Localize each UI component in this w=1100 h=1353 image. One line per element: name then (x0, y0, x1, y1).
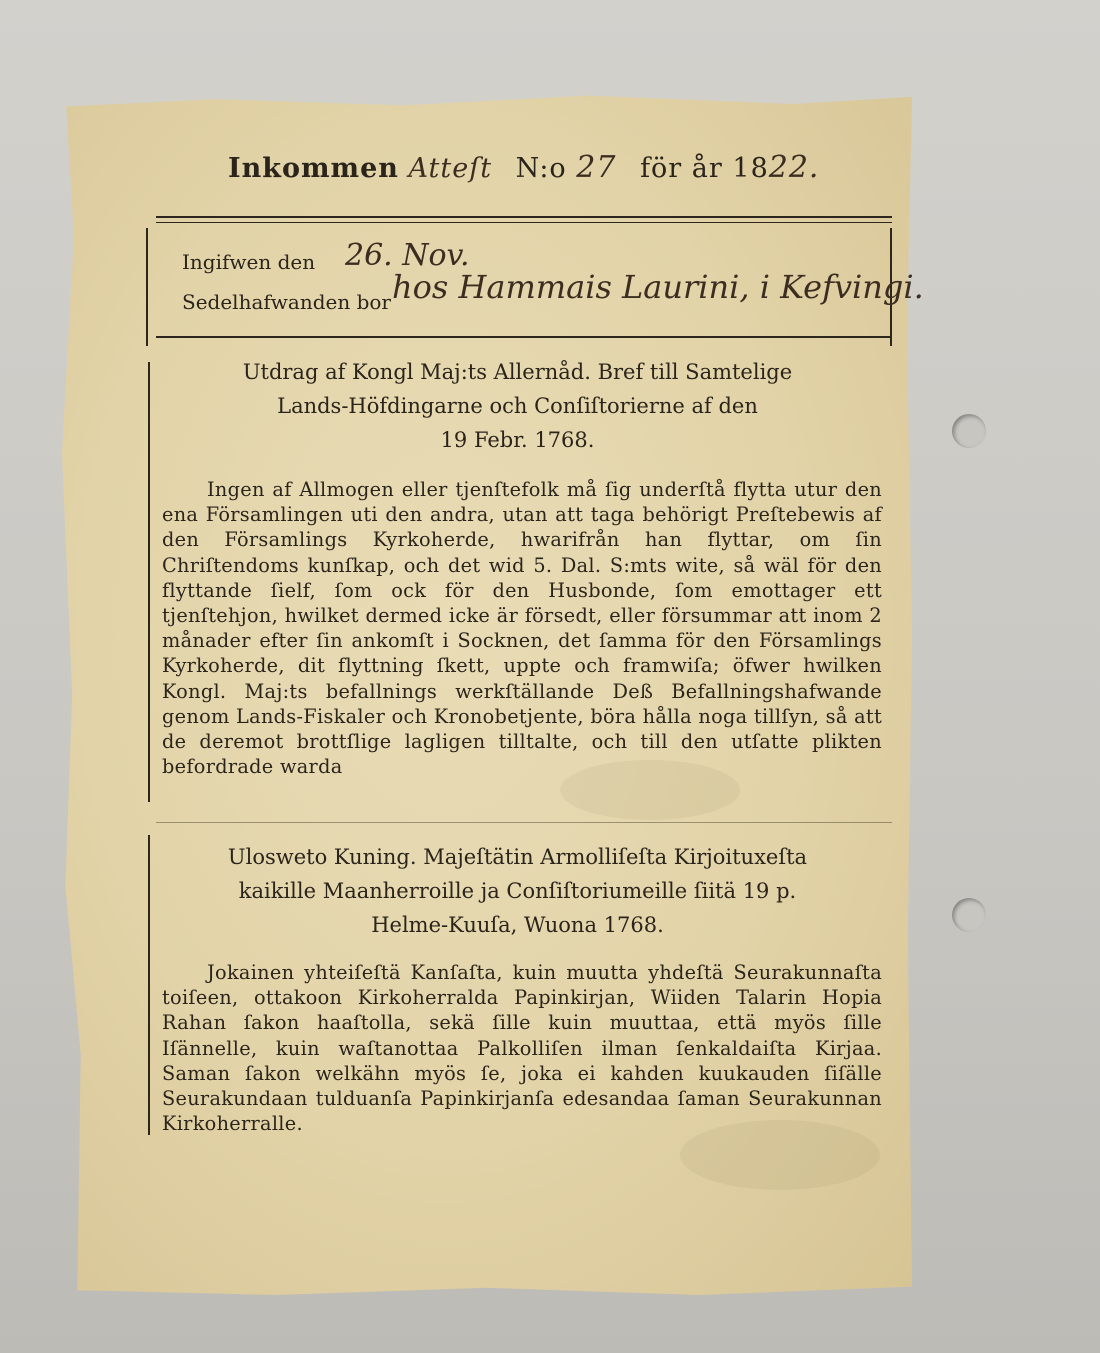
sedel-value: hos Hammais Laurini, i Kefvingi. (392, 268, 924, 306)
punch-hole-top (952, 414, 986, 448)
punch-hole-bottom (952, 898, 986, 932)
finnish-body: Jokainen yhteiſeſtä Kanſaſta, kuin muutta yhdeſtä Seurakunnaſta toiſeen, ottakoon Kirkoherralda Papinkirjan, Wiiden Talarin Hopia Rahan ſakon haaſtolla, sekä ſille kuin muuttaa, että myös ſille Iſännelle, kuin waſtanottaa Palkolliſen ilman ſenkaldaiſta Kirjaa. Saman ſakon welkähn myös ſe, joka ei kahden kuukauden ſiſälle Seurakundaan tulduanſa Papinkirjanſa edesandaa ſaman Seurakunnan Kirkoherralle. (162, 961, 882, 1136)
header-rule-thin (156, 222, 892, 223)
header-rule (156, 216, 892, 218)
box-left-border (146, 228, 148, 346)
box-bottom-rule (156, 336, 892, 338)
header-attest: Atteſt (408, 153, 493, 184)
finnish-left-border (148, 835, 150, 1135)
finnish-title-line: Ulosweto Kuning. Majeſtätin Armolliſeſta Kirjoituxeſta (227, 845, 808, 869)
swedish-title (160, 355, 875, 457)
finnish-title-line: kaikille Maanherroille ja Conſiſtoriumeille ſiitä 19 p. (238, 879, 797, 903)
header-prefix: Inkommen (228, 153, 399, 184)
swedish-body: Ingen af Allmogen eller tjenſtefolk må ſig underſtå flytta utur den ena Församlingen uti den andra, utan att taga behörigt Preſtebewis af den Församlings Kyrkoherde, hwarifrån han flyttar, om ſin Chriſtendoms kunſkap, och det wid 5. Dal. S:mts wite, så wäl för den flyttande ſielf, ſom ock för den Husbonde, ſom emottager ett tjenſtehjon, hwilket dermed icke är försedt, eller försummar att inom 2 månader efter ſin ankomſt i Socknen, det ſamma för den Församlings Kyrkoherde, dit flyttning ſkett, uppte och framwiſa; öfwer hwilken Kongl. Maj:ts befallnings werkſtällande Deß Befallningshafwande genom Lands-Fiskaler och Kronobetjente, böra hålla noga tillſyn, så att de deremot brottſlige lagligen tilltalte, och till den utſatte plikten befordrade warda (162, 478, 882, 779)
finnish-title (160, 840, 875, 942)
swedish-title-line: Utdrag af Kongl Maj:ts Allernåd. Bref till Samtelige (242, 360, 793, 384)
ingifwen-label: Ingifwen den (182, 250, 316, 274)
section-divider (156, 822, 892, 823)
swedish-left-border (148, 362, 150, 802)
swedish-title-line: 19 Febr. 1768. (440, 428, 595, 452)
ingifwen-value: 26. Nov. (345, 238, 470, 273)
document-header (228, 150, 848, 185)
header-year-label: för år 18 (640, 153, 769, 184)
header-number-value: 27 (576, 150, 617, 185)
swedish-title-line: Lands-Höfdingarne och Conſiſtorierne af den (277, 394, 758, 418)
header-number-label: N:o (515, 153, 567, 184)
finnish-title-line: Helme-Kuuſa, Wuona 1768. (371, 913, 664, 937)
sedel-label: Sedelhafwanden bor (182, 290, 391, 314)
header-year-value: 22. (768, 150, 820, 185)
